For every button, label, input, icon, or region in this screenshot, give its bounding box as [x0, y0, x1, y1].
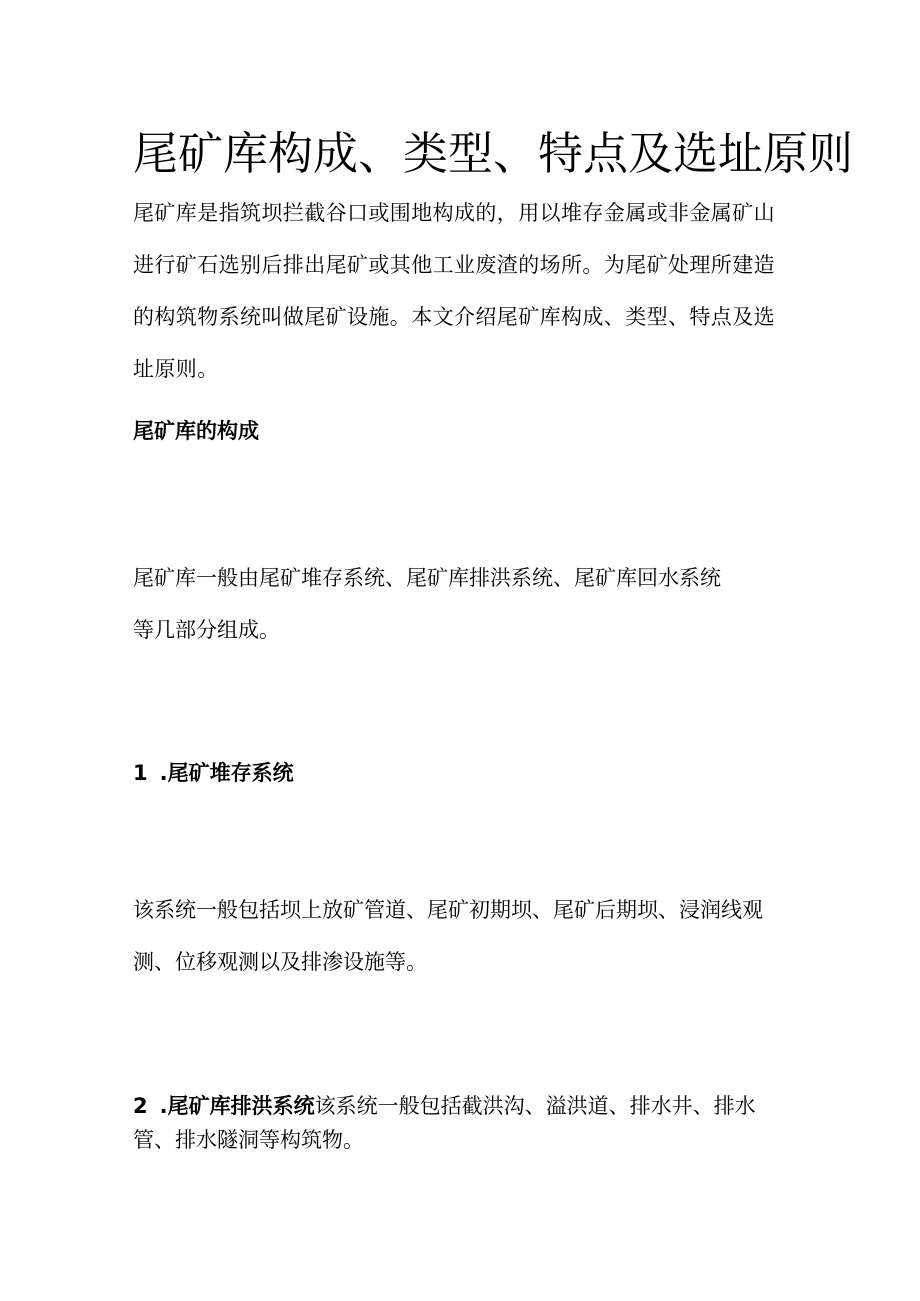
flood-paragraph: [133, 1089, 793, 1157]
intro-line: 尾矿库是指筑坝拦截谷口或围地构成的，用以堆存金属或非金属矿山: [133, 201, 775, 225]
intro-line: 址原则。: [133, 357, 219, 381]
section-number: 2: [133, 1094, 148, 1118]
section-title: .尾矿库排洪系统: [159, 1094, 315, 1118]
section-number: 1: [133, 761, 148, 785]
flood-line: 管、排水隧洞等构筑物。: [133, 1128, 364, 1152]
flood-line: [133, 1089, 793, 1123]
section-heading-composition: 尾矿库的构成: [133, 419, 259, 443]
section-title: .尾矿堆存系统: [159, 761, 294, 785]
composition-line: 等几部分组成。: [133, 618, 280, 642]
composition-line: 尾矿库一般由尾矿堆存系统、尾矿库排洪系统、尾矿库回水系统: [133, 566, 721, 590]
storage-line: 该系统一般包括坝上放矿管道、尾矿初期坝、尾矿后期坝、浸润线观: [133, 898, 763, 922]
storage-line: 测、位移观测以及排渗设施等。: [133, 950, 427, 974]
composition-paragraph: [133, 552, 793, 656]
intro-line: 进行矿石选别后排出尾矿或其他工业废渣的场所。为尾矿处理所建造: [133, 253, 775, 277]
intro-paragraph: [133, 187, 793, 395]
storage-paragraph: [133, 884, 793, 988]
intro-line: 的构筑物系统叫做尾矿设施。本文介绍尾矿库构成、类型、特点及选: [133, 305, 775, 329]
section-heading-storage: [133, 758, 294, 788]
document-title: 尾矿库构成、类型、特点及选址原则: [133, 127, 854, 180]
flood-line-text: 该系统一般包括截洪沟、溢洪道、排水井、排水: [314, 1094, 756, 1118]
